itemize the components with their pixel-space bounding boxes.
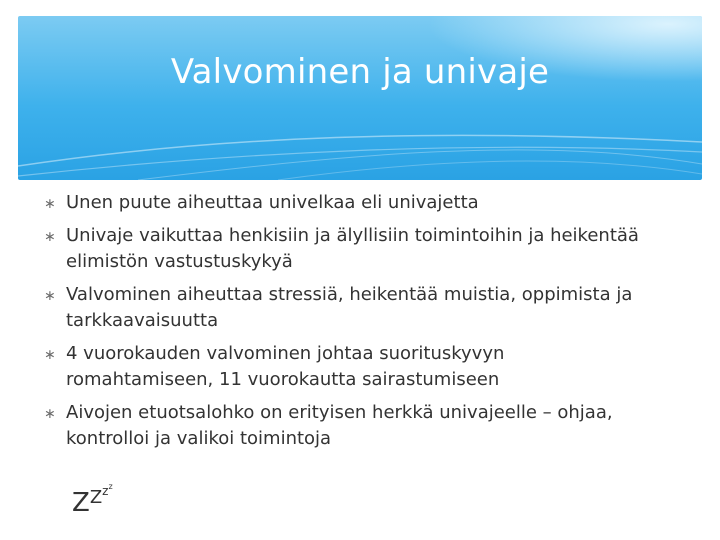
- bullet-item: [44, 282, 644, 334]
- zzz-letter: Z: [89, 487, 103, 508]
- bullet-item: [44, 190, 644, 216]
- header-background-graphic: [18, 16, 702, 180]
- asterisk-bullet-icon: ∗: [44, 196, 56, 212]
- bullet-item: [44, 341, 644, 393]
- bullet-text: Unen puute aiheuttaa univelkaa eli univajetta: [66, 192, 479, 213]
- asterisk-bullet-icon: ∗: [44, 229, 56, 245]
- zzz-letter: z: [108, 482, 113, 491]
- bullet-item: [44, 400, 644, 452]
- asterisk-bullet-icon: ∗: [44, 347, 56, 363]
- bullet-text: Valvominen aiheuttaa stressiä, heikentää muistia, oppimista ja tarkkaavaisuutta: [66, 284, 633, 331]
- zzz-letter: z: [102, 484, 109, 498]
- bullet-text: Univaje vaikuttaa henkisiin ja älyllisiin toimintoihin ja heikentää elimistön vastustuskykyä: [66, 225, 639, 272]
- header-band: [18, 16, 702, 180]
- zzz-letter: Z: [72, 488, 90, 518]
- bullet-text: Aivojen etuotsalohko on erityisen herkkä univajeelle – ohjaa, kontrolloi ja valikoi toimintoja: [66, 402, 613, 449]
- asterisk-bullet-icon: ∗: [44, 288, 56, 304]
- zzz-sleep-icon: [72, 482, 113, 518]
- bullet-list: [44, 190, 644, 459]
- bullet-item: [44, 223, 644, 275]
- bullet-text: 4 vuorokauden valvominen johtaa suorituskyvyn romahtamiseen, 11 vuorokautta sairastumiseen: [66, 343, 505, 390]
- asterisk-bullet-icon: ∗: [44, 406, 56, 422]
- slide-title: Valvominen ja univaje: [170, 52, 550, 92]
